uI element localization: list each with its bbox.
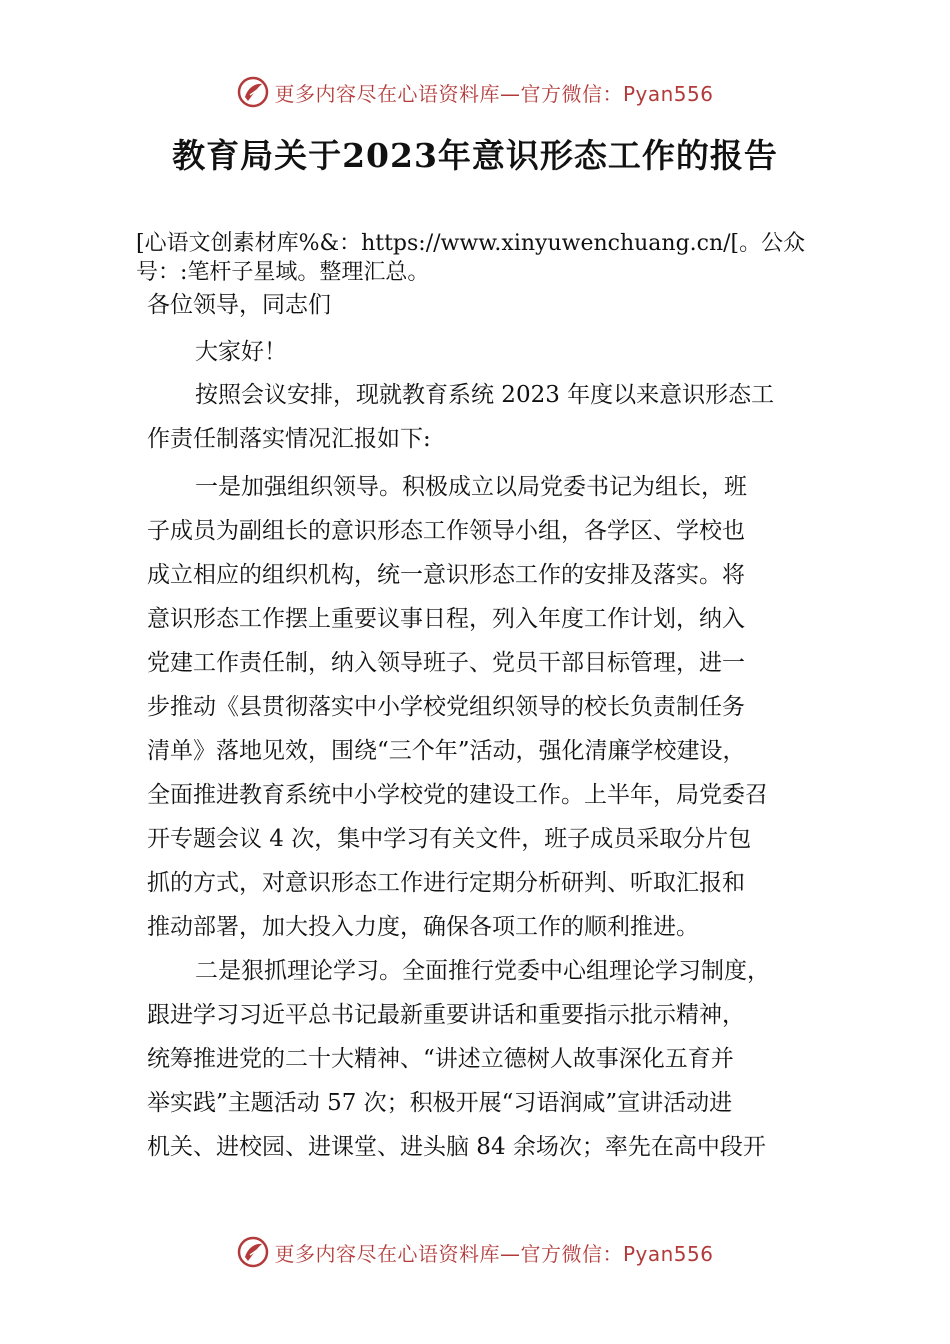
body-line: 全面推进教育系统中小学校党的建设工作。上半年，局党委召: [147, 782, 768, 808]
body-line: 抓的方式，对意识形态工作进行定期分析研判、听取汇报和: [147, 870, 745, 896]
footer-banner: [0, 1230, 950, 1274]
body-line: 步推动《县贯彻落实中小学校党组织领导的校长负责制任务: [147, 694, 745, 720]
body-line: 成立相应的组织机构，统一意识形态工作的安排及落实。将: [147, 562, 745, 588]
source-note: [心语文创素材库%&：https://www.xinyuwenchuang.cn/[。公众号：:笔杆子星域。整理汇总。: [136, 231, 806, 285]
header-banner-text: 更多内容尽在心语资料库—官方微信：Pyan556: [274, 81, 714, 106]
footer-banner-text: 更多内容尽在心语资料库—官方微信：Pyan556: [274, 1241, 714, 1266]
document-title: 教育局关于2023年意识形态工作的报告: [172, 136, 778, 175]
body-line: 党建工作责任制，纳入领导班子、党员干部目标管理，进一: [147, 650, 745, 676]
body-line: 按照会议安排，现就教育系统 2023 年度以来意识形态工: [195, 382, 775, 408]
logo-icon: [236, 75, 270, 109]
logo-icon: [236, 1235, 270, 1269]
salutation: 各位领导，同志们: [147, 292, 331, 318]
body-line: 开专题会议 4 次，集中学习有关文件，班子成员采取分片包: [147, 826, 752, 852]
header-banner: [0, 70, 950, 114]
body-line: 清单》落地见效，围绕“三个年”活动，强化清廉学校建设，: [147, 738, 746, 764]
body-line: 一是加强组织领导。积极成立以局党委书记为组长，班: [195, 474, 747, 500]
body-line: 统筹推进党的二十大精神、“讲述立德树人故事深化五育并: [147, 1046, 734, 1072]
greeting: 大家好！: [195, 339, 287, 365]
body-line: 子成员为副组长的意识形态工作领导小组，各学区、学校也: [147, 518, 745, 544]
body-line: 机关、进校园、进课堂、进头脑 84 余场次；率先在高中段开: [147, 1134, 766, 1160]
body-line: 意识形态工作摆上重要议事日程，列入年度工作计划，纳入: [147, 606, 745, 632]
body-line: 跟进学习习近平总书记最新重要讲话和重要指示批示精神，: [147, 1002, 745, 1028]
body-line: 作责任制落实情况汇报如下:: [147, 426, 431, 452]
body-line: 举实践”主题活动 57 次；积极开展“习语润咸”宣讲活动进: [147, 1090, 733, 1116]
body-line: 二是狠抓理论学习。全面推行党委中心组理论学习制度，: [195, 958, 770, 984]
body-line: 推动部署，加大投入力度，确保各项工作的顺利推进。: [147, 914, 699, 940]
